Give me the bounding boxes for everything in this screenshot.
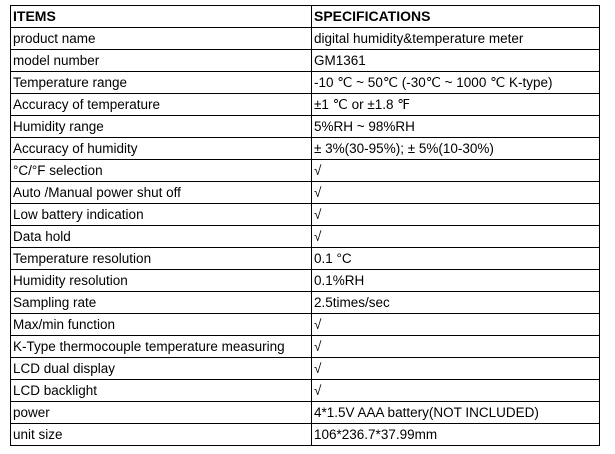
specification-cell: 0.1%RH [312, 270, 600, 292]
specification-cell: 4*1.5V AAA battery(NOT INCLUDED) [312, 402, 600, 424]
item-cell: power [11, 402, 312, 424]
item-cell: Temperature resolution [11, 248, 312, 270]
table-row [11, 116, 600, 138]
item-cell: Temperature range [11, 72, 312, 94]
item-cell: °C/°F selection [11, 160, 312, 182]
item-cell: Max/min function [11, 314, 312, 336]
table-row [11, 94, 600, 116]
specification-cell: 5%RH ~ 98%RH [312, 116, 600, 138]
item-cell: Accuracy of temperature [11, 94, 312, 116]
specification-cell: GM1361 [312, 50, 600, 72]
table-row [11, 292, 600, 314]
table-row [11, 424, 600, 446]
item-cell: product name [11, 28, 312, 50]
item-cell: K-Type thermocouple temperature measuring [11, 336, 312, 358]
table-header-row [11, 6, 600, 28]
table-row [11, 402, 600, 424]
specification-cell: ±1 ℃ or ±1.8 ℉ [312, 94, 600, 116]
item-cell: Accuracy of humidity [11, 138, 312, 160]
specification-cell: √ [312, 314, 600, 336]
item-cell: Auto /Manual power shut off [11, 182, 312, 204]
table-row [11, 314, 600, 336]
item-cell: Humidity resolution [11, 270, 312, 292]
specification-cell: 106*236.7*37.99mm [312, 424, 600, 446]
item-cell: Low battery indication [11, 204, 312, 226]
table-body [11, 28, 600, 446]
table-row [11, 380, 600, 402]
column-header-items: ITEMS [11, 6, 312, 28]
specification-cell: √ [312, 380, 600, 402]
specification-cell: digital humidity&temperature meter [312, 28, 600, 50]
column-header-specifications: SPECIFICATIONS [312, 6, 600, 28]
item-cell: Humidity range [11, 116, 312, 138]
specification-cell: -10 ℃ ~ 50℃ (-30℃ ~ 1000 ℃ K-type) [312, 72, 600, 94]
specification-cell: √ [312, 160, 600, 182]
item-cell: model number [11, 50, 312, 72]
table-row [11, 72, 600, 94]
item-cell: LCD backlight [11, 380, 312, 402]
table-row [11, 336, 600, 358]
table-row [11, 182, 600, 204]
item-cell: unit size [11, 424, 312, 446]
table-row [11, 204, 600, 226]
specification-cell: 0.1 °C [312, 248, 600, 270]
table-row [11, 270, 600, 292]
table-row [11, 50, 600, 72]
specification-cell: ± 3%(30-95%); ± 5%(10-30%) [312, 138, 600, 160]
specification-cell: 2.5times/sec [312, 292, 600, 314]
specification-cell: √ [312, 182, 600, 204]
specifications-table [10, 5, 600, 446]
table-row [11, 138, 600, 160]
table-row [11, 358, 600, 380]
table-row [11, 226, 600, 248]
specification-cell: √ [312, 226, 600, 248]
specification-cell: √ [312, 336, 600, 358]
item-cell: Data hold [11, 226, 312, 248]
item-cell: LCD dual display [11, 358, 312, 380]
item-cell: Sampling rate [11, 292, 312, 314]
table-row [11, 248, 600, 270]
specification-cell: √ [312, 358, 600, 380]
specification-cell: √ [312, 204, 600, 226]
table-row [11, 160, 600, 182]
table-row [11, 28, 600, 50]
